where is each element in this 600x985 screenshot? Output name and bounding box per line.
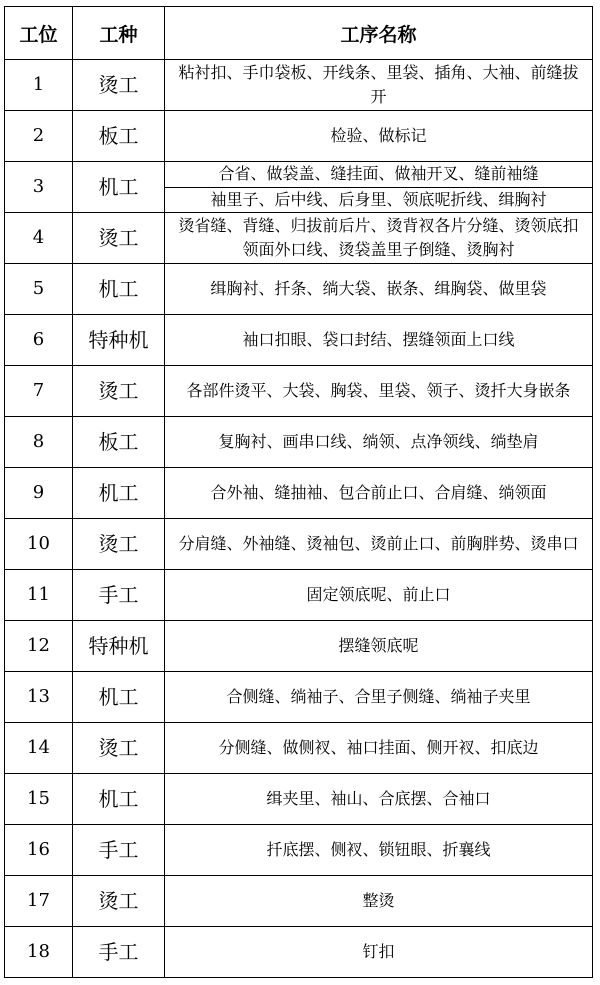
table-row (5, 60, 593, 111)
work-type: 机工 (73, 162, 165, 213)
process-names: 固定领底呢、前止口 (165, 570, 593, 621)
process-names: 复胸衬、画串口线、绱领、点净领线、绱垫肩 (165, 417, 593, 468)
station-number: 4 (5, 213, 73, 264)
station-number: 16 (5, 825, 73, 876)
process-names: 合省、做袋盖、缝挂面、做袖开叉、缝前袖缝 (165, 162, 593, 188)
station-number: 9 (5, 468, 73, 519)
process-names: 分侧缝、做侧衩、袖口挂面、侧开衩、扣底边 (165, 723, 593, 774)
table-row (5, 723, 593, 774)
process-table (4, 6, 593, 978)
process-names: 摆缝领底呢 (165, 621, 593, 672)
table-row (5, 468, 593, 519)
station-number: 8 (5, 417, 73, 468)
process-names: 袖里子、后中线、后身里、领底呢折线、缉胸衬 (165, 187, 593, 213)
table-row (5, 417, 593, 468)
table-row (5, 366, 593, 417)
station-number: 5 (5, 264, 73, 315)
header-station: 工位 (5, 7, 73, 60)
station-number: 18 (5, 927, 73, 978)
work-type: 烫工 (73, 213, 165, 264)
station-number: 13 (5, 672, 73, 723)
process-names: 分肩缝、外袖缝、烫袖包、烫前止口、前胸胖势、烫串口 (165, 519, 593, 570)
work-type: 机工 (73, 672, 165, 723)
table-row (5, 774, 593, 825)
work-type: 机工 (73, 774, 165, 825)
work-type: 烫工 (73, 723, 165, 774)
table-row (5, 876, 593, 927)
work-type: 烫工 (73, 60, 165, 111)
work-type: 机工 (73, 264, 165, 315)
work-type: 特种机 (73, 621, 165, 672)
process-names: 扦底摆、侧衩、锁钮眼、折襄线 (165, 825, 593, 876)
header-process: 工序名称 (165, 7, 593, 60)
work-type: 手工 (73, 825, 165, 876)
table-row (5, 825, 593, 876)
station-number: 3 (5, 162, 73, 213)
table-row (5, 162, 593, 188)
station-number: 17 (5, 876, 73, 927)
process-names: 烫省缝、背缝、归拔前后片、烫背衩各片分缝、烫领底扣领面外口线、烫袋盖里子倒缝、烫胸衬 (165, 213, 593, 264)
work-type: 特种机 (73, 315, 165, 366)
station-number: 1 (5, 60, 73, 111)
station-number: 7 (5, 366, 73, 417)
table-row (5, 927, 593, 978)
table-row (5, 264, 593, 315)
station-number: 11 (5, 570, 73, 621)
station-number: 2 (5, 111, 73, 162)
table-row (5, 213, 593, 264)
work-type: 板工 (73, 417, 165, 468)
process-names: 检验、做标记 (165, 111, 593, 162)
station-number: 10 (5, 519, 73, 570)
work-type: 手工 (73, 927, 165, 978)
table-row (5, 621, 593, 672)
work-type: 机工 (73, 468, 165, 519)
header-type: 工种 (73, 7, 165, 60)
process-names: 合侧缝、绱袖子、合里子侧缝、绱袖子夹里 (165, 672, 593, 723)
station-number: 12 (5, 621, 73, 672)
table-row (5, 315, 593, 366)
table-row (5, 672, 593, 723)
work-type: 烫工 (73, 519, 165, 570)
work-type: 烫工 (73, 876, 165, 927)
process-names: 袖口扣眼、袋口封结、摆缝领面上口线 (165, 315, 593, 366)
table-row (5, 519, 593, 570)
process-names: 缉胸衬、扦条、绱大袋、嵌条、缉胸袋、做里袋 (165, 264, 593, 315)
process-names: 各部件烫平、大袋、胸袋、里袋、领子、烫扦大身嵌条 (165, 366, 593, 417)
process-names: 合外袖、缝抽袖、包合前止口、合肩缝、绱领面 (165, 468, 593, 519)
table-row (5, 570, 593, 621)
process-names: 缉夹里、袖山、合底摆、合袖口 (165, 774, 593, 825)
table-row (5, 111, 593, 162)
process-names: 整烫 (165, 876, 593, 927)
process-names: 钉扣 (165, 927, 593, 978)
table-header-row (5, 7, 593, 60)
work-type: 烫工 (73, 366, 165, 417)
work-type: 板工 (73, 111, 165, 162)
process-names: 粘衬扣、手巾袋板、开线条、里袋、插角、大袖、前缝拔开 (165, 60, 593, 111)
station-number: 6 (5, 315, 73, 366)
station-number: 15 (5, 774, 73, 825)
work-type: 手工 (73, 570, 165, 621)
station-number: 14 (5, 723, 73, 774)
